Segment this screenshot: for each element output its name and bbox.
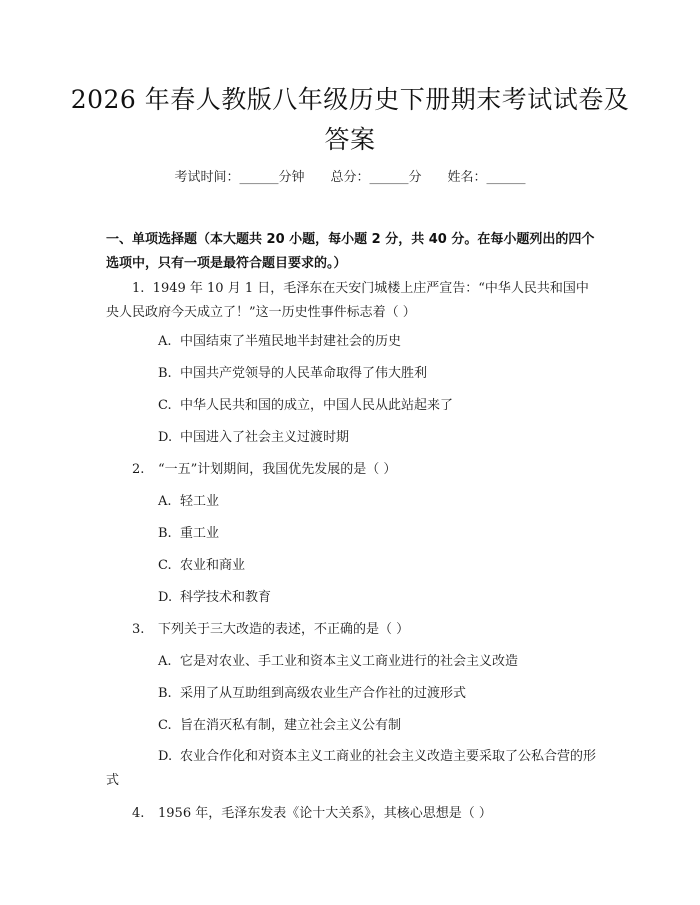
- option-text: 中国共产党领导的人民革命取得了伟大胜利: [180, 366, 428, 381]
- option-letter: C.: [158, 558, 172, 573]
- option-letter: B.: [158, 526, 172, 541]
- exam-meta: [0, 166, 700, 185]
- question-stem: [132, 620, 409, 640]
- section-heading: 一、单项选择题（本大题共 20 小题，每小题 2 分，共 40 分。在每小题列出的四个选项中，只有一项是最符合题目要求的。）: [106, 232, 595, 271]
- option-letter: C.: [158, 718, 172, 733]
- exam-time-field: 考试时间：______分钟: [174, 170, 305, 185]
- student-name-field: 姓名：______: [447, 170, 526, 185]
- option: [106, 745, 600, 793]
- option: [158, 396, 453, 416]
- option-text: 农业合作化和对资本主义工商业的社会主义改造主要采取了公私合营的形式: [106, 749, 597, 788]
- option-text: 科学技术和教育: [180, 590, 272, 605]
- option-text: 中华人民共和国的成立，中国人民从此站起来了: [180, 398, 454, 413]
- question-number: 2.: [132, 462, 145, 477]
- option: [158, 332, 401, 352]
- option-letter: D.: [158, 430, 173, 445]
- question-stem: [106, 277, 598, 325]
- option-text: 中国结束了半殖民地半封建社会的历史: [180, 334, 402, 349]
- option-letter: C.: [158, 398, 172, 413]
- total-score-field: 总分：______分: [330, 170, 422, 185]
- option-letter: D.: [158, 590, 173, 605]
- question-number: 3.: [132, 622, 145, 637]
- question-text: 1949 年 10 月 1 日，毛泽东在天安门城楼上庄严宣告：“中华人民共和国中央人民政府今天成立了！”这一历史性事件标志着（ ）: [106, 281, 589, 320]
- question-text: 1956 年，毛泽东发表《论十大关系》，其核心思想是（ ）: [158, 806, 492, 821]
- question-stem: [132, 804, 492, 824]
- option-letter: B.: [158, 686, 172, 701]
- question-stem: [132, 460, 396, 480]
- option: [158, 684, 466, 704]
- option: [158, 588, 271, 608]
- option-letter: B.: [158, 366, 172, 381]
- option-letter: D.: [158, 749, 173, 764]
- option-text: 旨在消灭私有制，建立社会主义公有制: [180, 718, 402, 733]
- option-text: 农业和商业: [180, 558, 246, 573]
- option-text: 它是对农业、手工业和资本主义工商业进行的社会主义改造: [180, 654, 519, 669]
- option: [158, 556, 245, 576]
- option-text: 采用了从互助组到高级农业生产合作社的过渡形式: [180, 686, 467, 701]
- option-letter: A.: [158, 334, 172, 349]
- option: [158, 492, 219, 512]
- option-text: 轻工业: [180, 494, 220, 509]
- option-letter: A.: [158, 654, 172, 669]
- option: [158, 652, 518, 672]
- question-text: 下列关于三大改造的表述，不正确的是（ ）: [158, 622, 410, 637]
- option-text: 重工业: [180, 526, 220, 541]
- option-text: 中国进入了社会主义过渡时期: [180, 430, 350, 445]
- option: [158, 428, 349, 448]
- question-text: “一五”计划期间，我国优先发展的是（ ）: [158, 462, 397, 477]
- question-number: 4.: [132, 806, 145, 821]
- option-letter: A.: [158, 494, 172, 509]
- option: [158, 524, 219, 544]
- document-title: 2026 年春人教版八年级历史下册期末考试试卷及答案: [70, 85, 630, 154]
- option: [158, 364, 427, 384]
- question-number: 1.: [132, 281, 145, 296]
- option: [158, 716, 401, 736]
